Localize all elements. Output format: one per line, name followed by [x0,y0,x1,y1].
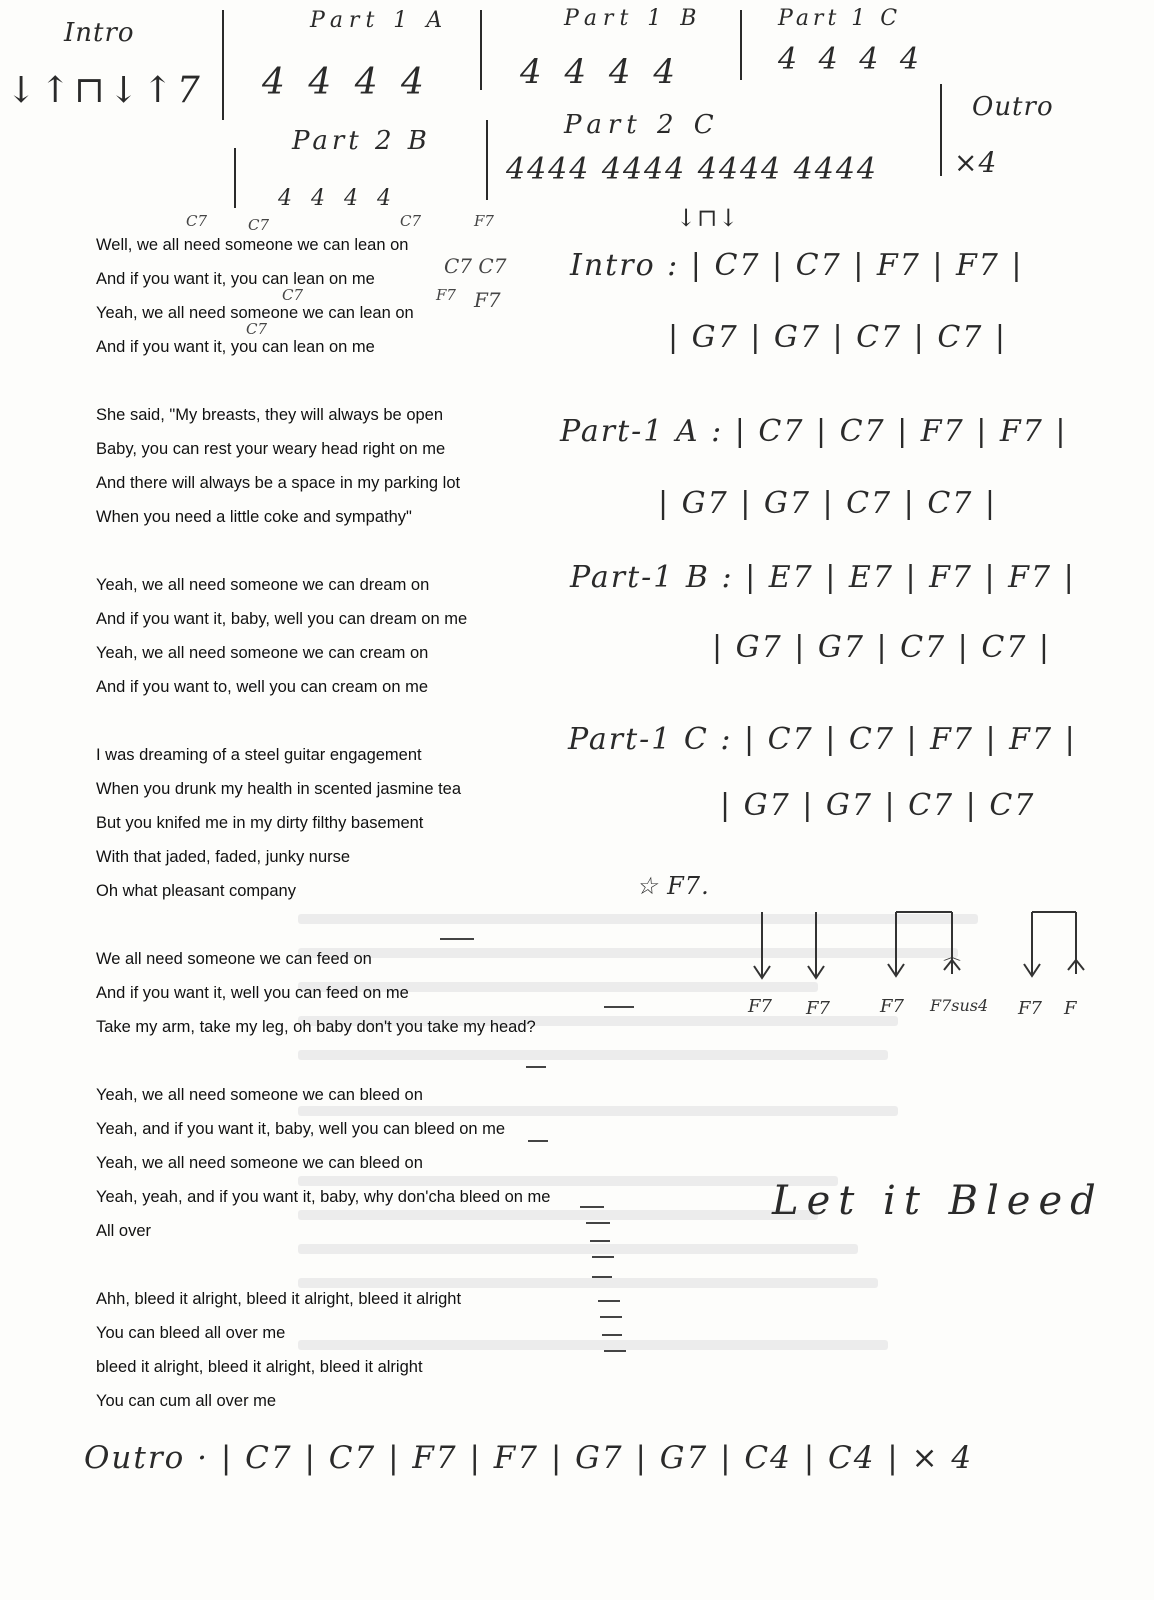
lyric-line: I was dreaming of a steel guitar engagement [96,746,422,764]
lyric-line: Baby, you can rest your weary head right on me [96,440,446,458]
stanza-4 [96,738,656,908]
divider [486,120,488,200]
lyrics-block [96,228,656,1418]
lyric-line: And if you want it, baby, well you can dream on me [96,610,468,628]
lyric-line: bleed it alright, bleed it alright, bleed it alright [96,1358,423,1376]
chord-mark: F7 [474,288,501,312]
stanza-5 [96,942,656,1044]
lyric-line: Ahh, bleed it alright, bleed it alright, bleed it alright [96,1290,462,1308]
lyric-line: All over [96,1222,152,1240]
part1c-row-2: | G7 | G7 | C7 | C7 [720,788,1036,823]
lyric-line: Yeah, and if you want it, baby, well you can bleed on me [96,1120,506,1138]
strum-chord: F7sus4 [930,996,989,1015]
strum-chord: F7 [806,998,830,1019]
lyric-line: She said, "My breasts, they will always be open [96,406,444,424]
part1b-beats: 4 4 4 4 [520,52,681,92]
intro-row-2: | G7 | G7 | C7 | C7 | [668,320,1008,355]
lyric-line: When you need a little coke and sympathy" [96,508,412,526]
part1a-beats: 4 4 4 4 [262,62,430,103]
chord-mark: C7 [400,212,422,230]
lyric-line: And there will always be a space in my parking lot [96,474,461,492]
part2b-beats: 4 4 4 4 [278,186,397,211]
lyric-line: Yeah, we all need someone we can bleed on [96,1154,423,1172]
lyric-line: We all need someone we can feed on [96,950,372,968]
divider [222,10,224,120]
outro-label: Outro [972,92,1054,122]
stanza-6 [96,1078,656,1248]
divider [234,148,236,208]
part1b-row-1: Part-1 B : | E7 | E7 | F7 | F7 | [570,560,1076,595]
strum-chord: F7 [748,996,772,1017]
chord-mark: C7 [246,320,268,338]
divider [480,10,482,90]
lyric-line: And if you want it, well you can feed on me [96,984,409,1002]
part1c-beats: 4 4 4 4 [778,42,925,77]
chord-mark: C7 [186,212,208,230]
part1b-label: Part 1 B [564,6,703,31]
strum-chord: F7 [880,996,904,1017]
lyric-line: With that jaded, faded, junky nurse [96,848,351,866]
lyric-line: Yeah, we all need someone we can dream on [96,576,430,594]
part2c-label: Part 2 C [564,110,720,140]
lyric-line: Yeah, we all need someone we can cream on [96,644,429,662]
chord-mark: F7 [436,286,456,304]
part1a-label: Part 1 A [310,8,449,33]
lyric-line: But you knifed me in my dirty filthy basement [96,814,424,832]
lyric-line: Yeah, we all need someone we can lean on [96,304,414,322]
lyric-line: Well, we all need someone we can lean on [96,236,409,254]
outro-repeat: ×4 [954,146,998,179]
lyric-line: When you drunk my health in scented jasmine tea [96,780,462,798]
part2c-beats: 4444 4444 4444 4444 [506,152,878,187]
intro-strum-mark: ↓⊓↓ [676,204,740,232]
part2b-label: Part 2 B [292,126,431,156]
lyric-line: You can bleed all over me [96,1324,286,1342]
divider [940,84,942,176]
outro-row: Outro · | C7 | C7 | F7 | F7 | G7 | G7 | C4 | C4 | × 4 [84,1440,974,1476]
intro-row-1: Intro : | C7 | C7 | F7 | F7 | [570,248,1024,283]
divider [740,10,742,80]
chord-mark: C7 [248,216,270,234]
lyric-line: And if you want it, you can lean on me [96,270,375,288]
strum-chord: F [1064,998,1077,1019]
part1c-label: Part 1 C [778,6,902,31]
lyric-line: You can cum all over me [96,1392,277,1410]
part1a-row-1: Part-1 A : | C7 | C7 | F7 | F7 | [560,414,1068,449]
star-chord: ☆ F7. [636,872,710,900]
lyric-line: And if you want it, you can lean on me [96,338,375,356]
song-title: Let it Bleed [772,1178,1104,1224]
part1c-row-1: Part-1 C : | C7 | C7 | F7 | F7 | [568,722,1077,757]
stanza-7 [96,1282,656,1418]
intro-label: Intro [64,18,135,48]
chord-mark: C7 [282,286,304,304]
lyric-line: Oh what pleasant company [96,882,296,900]
intro-strum: ↓↑⊓↓↑7 [6,70,204,111]
lyric-line: Take my arm, take my leg, oh baby don't you take my head? [96,1018,536,1036]
lyric-line: Yeah, we all need someone we can bleed on [96,1086,423,1104]
part1b-row-2: | G7 | G7 | C7 | C7 | [712,630,1052,665]
lyric-line: Yeah, yeah, and if you want it, baby, why don'cha bleed on me [96,1188,551,1206]
chord-mark: C7 C7 [444,254,507,278]
chord-mark: F7 [474,212,494,230]
strum-chord: F7 [1018,998,1042,1019]
strum-diagram [740,904,1100,1004]
lyric-line: And if you want to, well you can cream on me [96,678,428,696]
part1a-row-2: | G7 | G7 | C7 | C7 | [658,486,998,521]
